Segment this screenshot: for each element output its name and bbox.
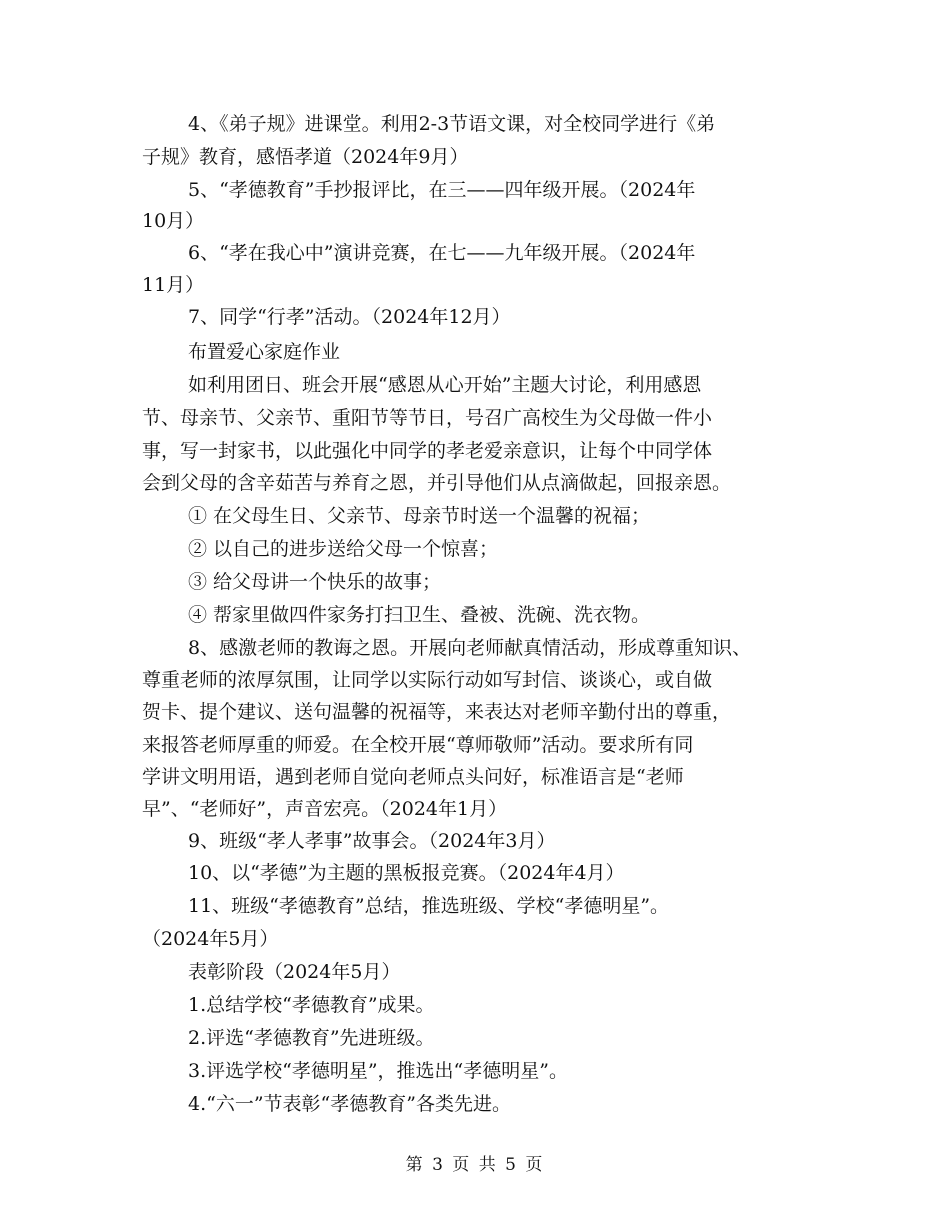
body-line: 11月） bbox=[142, 274, 205, 296]
body-line: 会到父母的含辛茹苦与养育之恩，并引导他们从点滴做起，回报亲恩。 bbox=[142, 472, 732, 494]
body-line: 10、以“孝德”为主题的黑板报竞赛。（2024年4月） bbox=[188, 862, 625, 884]
body-line: 9、班级“孝人孝事”故事会。（2024年3月） bbox=[188, 830, 556, 852]
body-line: 学讲文明用语，遇到老师自觉向老师点头问好，标准语言是“老师 bbox=[142, 766, 684, 788]
body-line: 7、同学“行孝”活动。（2024年12月） bbox=[188, 306, 511, 328]
list-item: ② 以自己的进步送给父母一个惊喜； bbox=[188, 538, 499, 560]
list-item: 3.评选学校“孝德明星”，推选出“孝德明星”。 bbox=[188, 1060, 568, 1082]
section-heading: 布置爱心家庭作业 bbox=[188, 341, 341, 363]
body-line: 如利用团日、班会开展“感恩从心开始”主题大讨论，利用感恩 bbox=[188, 374, 702, 396]
list-item: ④ 帮家里做四件家务打扫卫生、叠被、洗碗、洗衣物。 bbox=[188, 604, 651, 626]
body-line: 11、班级“孝德教育”总结，推选班级、学校“孝德明星”。 bbox=[188, 895, 670, 917]
list-item: 2.评选“孝德教育”先进班级。 bbox=[188, 1027, 435, 1049]
section-heading: 表彰阶段（2024年5月） bbox=[188, 961, 401, 983]
body-line: 来报答老师厚重的师爱。在全校开展“尊师敬师”活动。要求所有同 bbox=[142, 734, 694, 756]
body-line: 尊重老师的浓厚氛围，让同学以实际行动如写封信、谈谈心，或自做 bbox=[142, 669, 713, 691]
list-item: ③ 给父母讲一个快乐的故事； bbox=[188, 571, 442, 593]
body-line: 6、“孝在我心中”演讲竞赛，在七——九年级开展。（2024年 bbox=[188, 242, 696, 264]
body-line: 8、感激老师的教诲之恩。开展向老师献真情活动，形成尊重知识、 bbox=[188, 637, 752, 659]
body-line: 贺卡、提个建议、送句温馨的祝福等，来表达对老师辛勤付出的尊重， bbox=[142, 701, 732, 723]
body-line: 10月） bbox=[142, 210, 205, 232]
body-line: 子规》教育，感悟孝道（2024年9月） bbox=[142, 146, 469, 168]
body-line: 4、《弟子规》进课堂。利用2-3节语文课，对全校同学进行《弟 bbox=[188, 113, 716, 135]
body-line: 节、母亲节、父亲节、重阳节等节日，号召广高校生为父母做一件小 bbox=[142, 407, 713, 429]
body-line: 早”、“老师好”，声音宏亮。（2024年1月） bbox=[142, 798, 508, 820]
list-item: 4.“六一”节表彰“孝德教育”各类先进。 bbox=[188, 1093, 511, 1115]
list-item: 1.总结学校“孝德教育”成果。 bbox=[188, 994, 435, 1016]
list-item: ① 在父母生日、父亲节、母亲节时送一个温馨的祝福； bbox=[188, 505, 651, 527]
body-line: 事，写一封家书，以此强化中同学的孝老爱亲意识，让每个中同学体 bbox=[142, 440, 713, 462]
body-line: （2024年5月） bbox=[142, 928, 279, 950]
page-number-footer: 第 3 页 共 5 页 bbox=[405, 1155, 545, 1175]
body-line: 5、“孝德教育”手抄报评比，在三——四年级开展。（2024年 bbox=[188, 179, 696, 201]
